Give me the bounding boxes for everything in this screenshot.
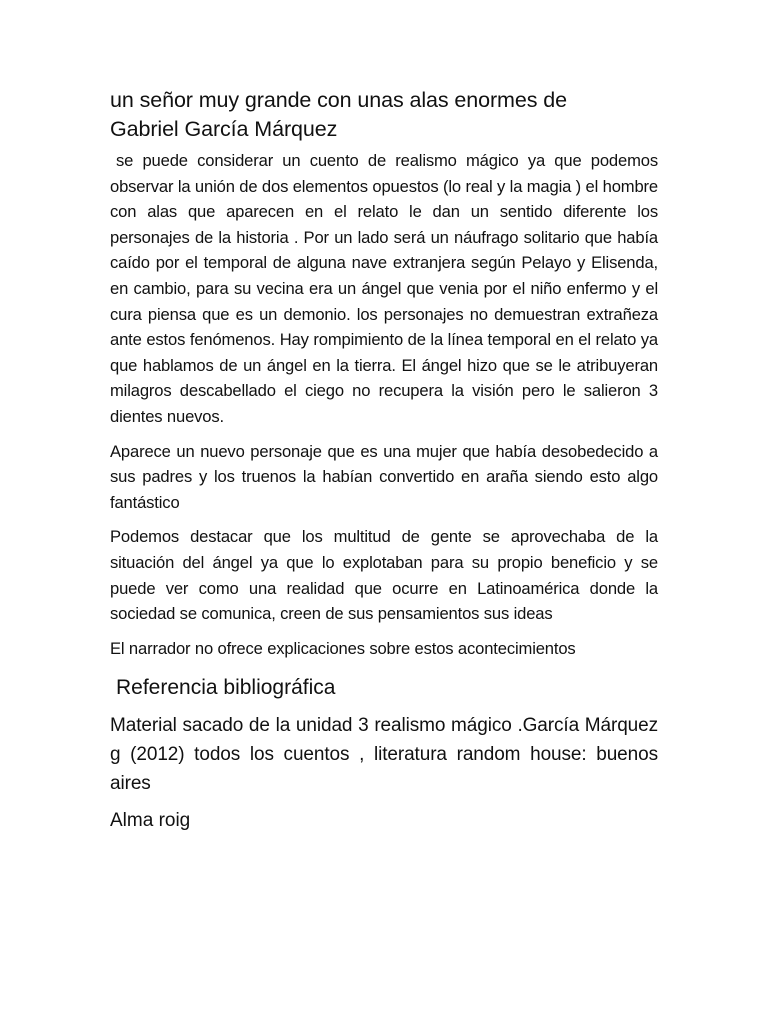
reference-text: Material sacado de la unidad 3 realismo mágico .García Márquez g (2012) todos los cuentos , literatura random house: buenos aires	[110, 715, 658, 795]
document-title	[110, 86, 658, 144]
reference-heading: Referencia bibliográfica	[116, 676, 336, 700]
paragraph-4: El narrador no ofrece explicaciones sobre estos acontecimientos	[110, 638, 576, 658]
paragraph-2: Aparece un nuevo personaje que es una mujer que había desobedecido a sus padres y los truenos la habían convertido en araña siendo esto algo fantástico	[110, 441, 658, 512]
title-line-1: un señor muy grande con unas alas enormes de	[110, 88, 567, 112]
author-name: Alma roig	[110, 810, 191, 832]
paragraph-3: Podemos destacar que los multitud de gente se aprovechaba de la situación del ángel ya que lo explotaban para su propio beneficio y se puede ver como una realidad que ocurre en Latinoamérica donde la sociedad se comunica, creen de sus pensamientos sus ideas	[110, 527, 658, 624]
paragraph-1: se puede considerar un cuento de realismo mágico ya que podemos observar la unión de dos elementos opuestos (lo real y la magia ) el hombre con alas que aparecen en el relato le dan un sentido diferente los personajes de la historia . Por un lado será un náufrago solitario que había caído por el temporal de alguna nave extranjera según Pelayo y Elisenda, en cambio, para su vecina era un ángel que venia por el niño enfermo y el cura piensa que es un demonio. los personajes no demuestran extrañeza ante estos fenómenos. Hay rompimiento de la línea temporal en el relato ya que hablamos de un ángel en la tierra. El ángel hizo que se le atribuyeran milagros descabellado el ciego no recupera la visión pero le salieron 3 dientes nuevos.	[110, 151, 658, 426]
title-line-2: Gabriel García Márquez	[110, 117, 338, 141]
document-page	[110, 86, 658, 835]
